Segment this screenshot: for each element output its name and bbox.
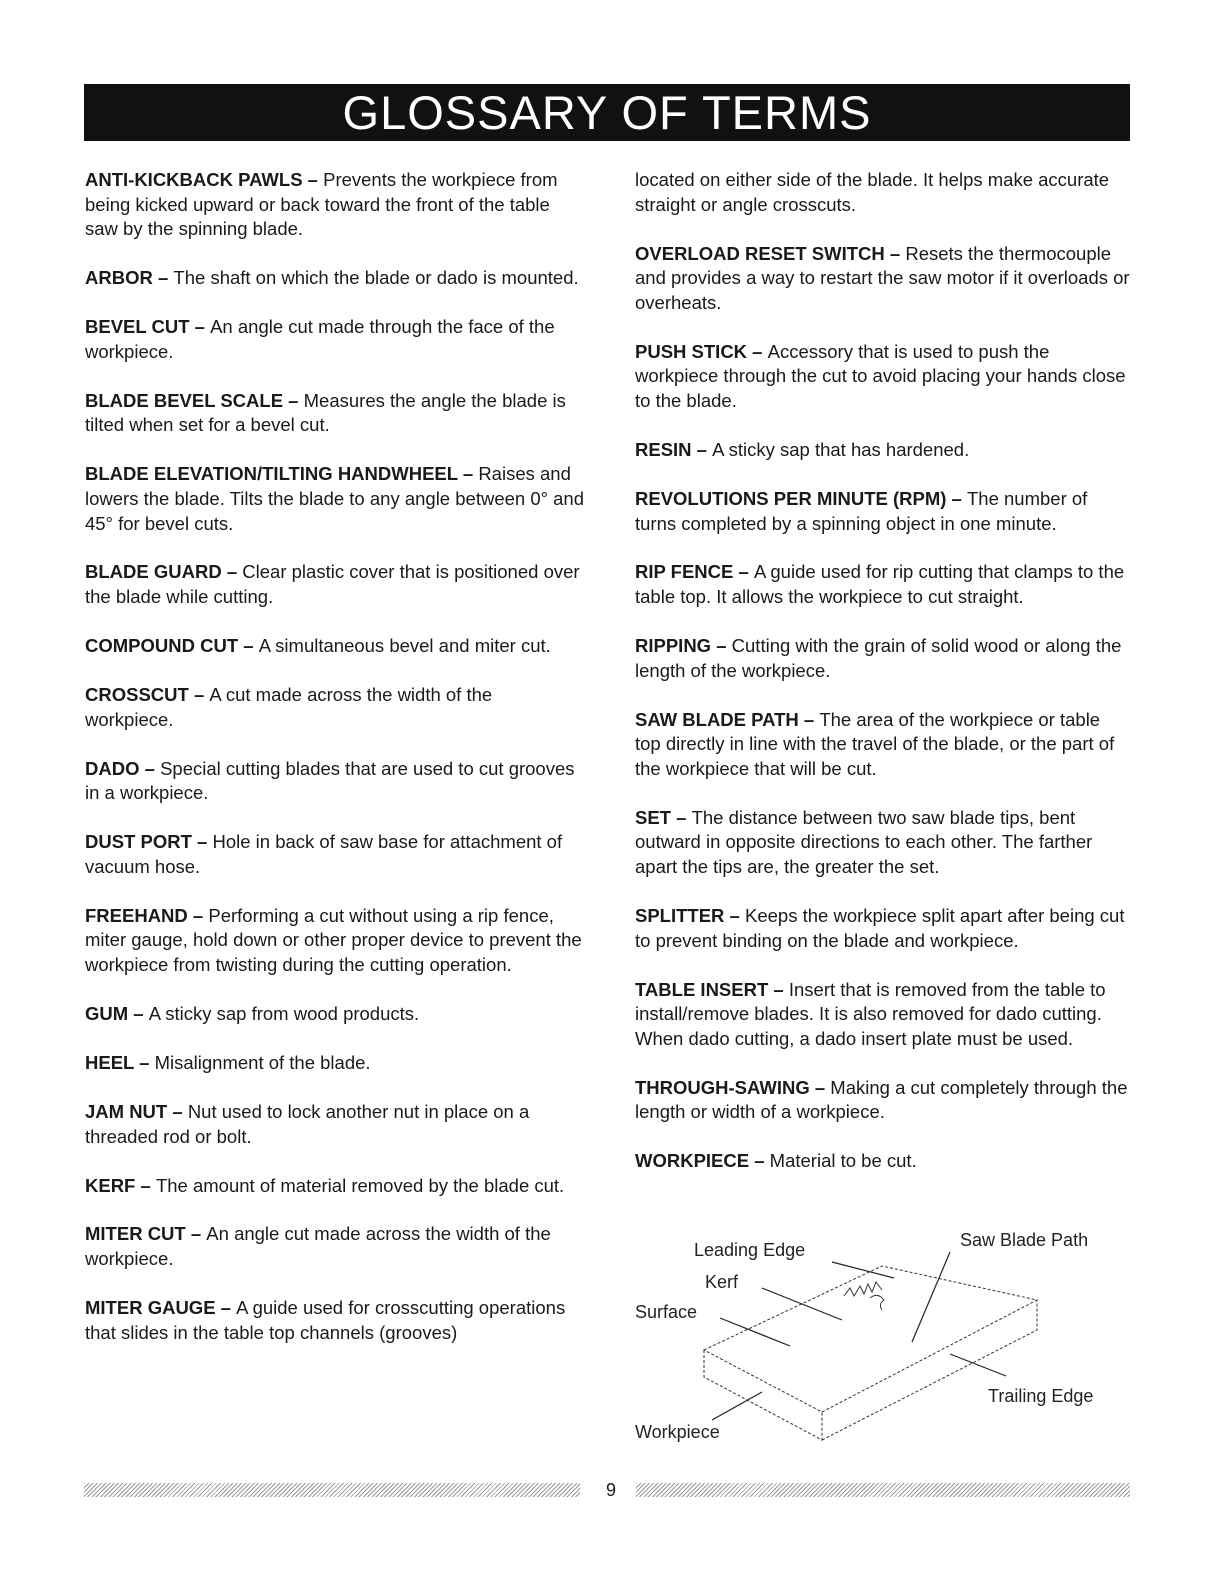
- glossary-term: BLADE ELEVATION/TILTING HANDWHEEL: [85, 463, 458, 485]
- leading-edge-label: Leading Edge: [694, 1240, 806, 1260]
- glossary-entry: PUSH STICK – Accessory that is used to push the workpiece through the cut to avoid placing your hands close to the blade.: [635, 340, 1126, 411]
- glossary-entry: FREEHAND – Performing a cut without using a rip fence, miter gauge, hold down or other proper device to prevent the workpiece from twisting during the cutting operation.: [85, 904, 582, 975]
- glossary-term: PUSH STICK: [635, 340, 748, 362]
- glossary-entry: SAW BLADE PATH – The area of the workpiece or table top directly in line with the travel of the blade, or the part of the workpiece that will be cut.: [635, 708, 1115, 779]
- workpiece-leader: [712, 1392, 762, 1420]
- glossary-entry: KERF – The amount of material removed by the blade cut.: [85, 1174, 565, 1196]
- glossary-term: ANTI-KICKBACK PAWLS: [85, 169, 303, 190]
- surface-label: Surface: [635, 1302, 698, 1322]
- board-side-right: [822, 1300, 1037, 1440]
- glossary-entry: BLADE BEVEL SCALE – Measures the angle the blade is tilted when set for a bevel cut.: [85, 389, 566, 436]
- glossary-entry: CROSSCUT – A cut made across the width of the workpiece.: [85, 684, 493, 730]
- glossary-term: SPLITTER: [635, 904, 725, 926]
- glossary-definition: Resets the thermocouple and provides a way to restart the saw motor if it overloads or overheats.: [635, 242, 1130, 313]
- glossary-entry: HEEL – Misalignment of the blade.: [85, 1051, 371, 1073]
- glossary-term: MITER CUT: [85, 1223, 186, 1245]
- glossary-definition: Performing a cut without using a rip fence, miter gauge, hold down or other proper device to prevent the workpiece from twisting during the cutting operation.: [85, 904, 582, 975]
- glossary-definition: A sticky sap that has hardened.: [712, 438, 970, 460]
- glossary-definition: A sticky sap from wood products.: [148, 1002, 420, 1024]
- glossary-definition: Cutting with the grain of solid wood or along the length of the workpiece.: [635, 635, 1122, 681]
- glossary-term: KERF: [85, 1174, 136, 1196]
- glossary-term: WORKPIECE: [635, 1150, 750, 1172]
- glossary-definition: located on either side of the blade. It helps make accurate straight or angle crosscuts.: [635, 169, 1110, 215]
- glossary-entry: RIPPING – Cutting with the grain of solid wood or along the length of the workpiece.: [635, 635, 1122, 681]
- glossary-term: TABLE INSERT: [635, 978, 769, 1000]
- glossary-definition: Keeps the workpiece split apart after being cut to prevent binding on the blade and workpiece.: [635, 904, 1125, 951]
- glossary-entry: TABLE INSERT – Insert that is removed from the table to install/remove blades. It is also removed for dado cutting. When dado cutting, a dado insert plate must be used.: [635, 978, 1106, 1049]
- glossary-definition: A simultaneous bevel and miter cut.: [258, 635, 551, 657]
- glossary-entry: [635, 168, 1130, 217]
- glossary-term: DUST PORT: [85, 831, 192, 853]
- glossary-definition: Nut used to lock another nut in place on a threaded rod or bolt.: [85, 1100, 530, 1147]
- saw-blade-path-leader: [912, 1252, 950, 1342]
- page-title: GLOSSARY OF TERMS: [84, 84, 1130, 141]
- board-side-left: [704, 1350, 822, 1440]
- leading-edge-leader: [832, 1262, 894, 1278]
- glossary-entry: COMPOUND CUT – A simultaneous bevel and miter cut.: [85, 635, 551, 657]
- glossary-entry: OVERLOAD RESET SWITCH – Resets the thermocouple and provides a way to restart the saw motor if it overloads or overheats.: [635, 242, 1130, 313]
- glossary-definition: A guide used for rip cutting that clamps to the table top. It allows the workpiece to cut straight.: [635, 561, 1125, 608]
- page-footer: [0, 1480, 1224, 1504]
- glossary-term: JAM NUT: [85, 1100, 168, 1122]
- glossary-definition: Measures the angle the blade is tilted when set for a bevel cut.: [85, 389, 566, 436]
- glossary-definition: Misalignment of the blade.: [154, 1051, 371, 1073]
- glossary-entry: SPLITTER – Keeps the workpiece split apart after being cut to prevent binding on the blade and workpiece.: [635, 904, 1125, 951]
- glossary-term: BEVEL CUT: [85, 316, 190, 338]
- glossary-entry: THROUGH-SAWING – Making a cut completely through the length or width of a workpiece.: [635, 1076, 1128, 1123]
- glossary-term: HEEL: [85, 1051, 135, 1073]
- trailing-edge-label: Trailing Edge: [988, 1386, 1094, 1406]
- glossary-term: ARBOR: [85, 267, 153, 289]
- glossary-definition: An angle cut made across the width of the workpiece.: [85, 1223, 551, 1270]
- glossary-definition: Material to be cut.: [769, 1150, 917, 1172]
- saw-blade-path-label: Saw Blade Path: [960, 1230, 1089, 1250]
- kerf-label: Kerf: [705, 1272, 739, 1292]
- glossary-definition: The area of the workpiece or table top directly in line with the travel of the blade, or the part of the workpiece that will be cut.: [635, 708, 1115, 779]
- glossary-definition: A cut made across the width of the workpiece.: [85, 684, 493, 730]
- glossary-definition: The amount of material removed by the blade cut.: [155, 1174, 565, 1196]
- glossary-term: SET: [635, 806, 671, 828]
- glossary-entry: JAM NUT – Nut used to lock another nut in place on a threaded rod or bolt.: [85, 1100, 530, 1147]
- glossary-term: MITER GAUGE: [85, 1297, 216, 1319]
- glossary-entry: DADO – Special cutting blades that are used to cut grooves in a workpiece.: [85, 757, 575, 804]
- glossary-definition: An angle cut made through the face of the workpiece.: [85, 316, 555, 362]
- glossary-term: THROUGH-SAWING: [635, 1076, 810, 1098]
- glossary-entry: SET – The distance between two saw blade tips, bent outward in opposite directions to each other. The farther apart the tips are, the greater the set.: [635, 806, 1093, 877]
- footer-rule-left: [84, 1483, 580, 1497]
- glossary-entry: BLADE GUARD – Clear plastic cover that is positioned over the blade while cutting.: [85, 561, 580, 608]
- glossary-definition: Raises and lowers the blade. Tilts the blade to any angle between 0° and 45° for bevel cuts.: [85, 463, 585, 534]
- glossary-definition: The shaft on which the blade or dado is mounted.: [173, 267, 579, 289]
- glossary-definition: Making a cut completely through the length or width of a workpiece.: [635, 1076, 1128, 1123]
- glossary-entry: BEVEL CUT – An angle cut made through the face of the workpiece.: [85, 316, 555, 362]
- glossary-definition: Special cutting blades that are used to cut grooves in a workpiece.: [85, 757, 575, 804]
- kerf-teeth: [844, 1282, 882, 1296]
- kerf-curl: [870, 1295, 884, 1310]
- glossary-entry: DUST PORT – Hole in back of saw base for attachment of vacuum hose.: [85, 831, 563, 877]
- footer-rule-right: [636, 1483, 1130, 1497]
- glossary-term: SAW BLADE PATH: [635, 708, 799, 730]
- trailing-edge-leader: [950, 1354, 1006, 1376]
- glossary-term: GUM: [85, 1002, 129, 1024]
- glossary-term: BLADE BEVEL SCALE: [85, 389, 284, 411]
- glossary-definition: Prevents the workpiece from being kicked upward or back toward the front of the table saw by the spinning blade.: [85, 169, 558, 240]
- glossary-definition: The number of turns completed by a spinning object in one minute.: [635, 487, 1088, 534]
- glossary-definition: A guide used for crosscutting operations that slides in the table top channels (grooves): [85, 1297, 566, 1343]
- glossary-entry: ANTI-KICKBACK PAWLS – Prevents the workpiece from being kicked upward or back toward the front of the table saw by the spinning blade.: [85, 169, 558, 240]
- glossary-term: OVERLOAD RESET SWITCH: [635, 242, 885, 264]
- glossary-entry: MITER GAUGE – A guide used for crosscutting operations that slides in the table top channels (grooves): [85, 1297, 566, 1343]
- workpiece-label: Workpiece: [635, 1422, 720, 1442]
- glossary-entry: REVOLUTIONS PER MINUTE (RPM) – The number of turns completed by a spinning object in one minute.: [635, 487, 1088, 534]
- glossary-entry: ARBOR – The shaft on which the blade or dado is mounted.: [85, 267, 579, 289]
- kerf-leader: [762, 1288, 842, 1320]
- left-column: [85, 168, 585, 1370]
- workpiece-diagram: [632, 1222, 1132, 1452]
- glossary-term: DADO: [85, 757, 140, 779]
- glossary-definition: The distance between two saw blade tips, bent outward in opposite directions to each other. The farther apart the tips are, the greater the set.: [635, 806, 1093, 877]
- glossary-definition: Clear plastic cover that is positioned over the blade while cutting.: [85, 561, 580, 608]
- glossary-term: COMPOUND CUT: [85, 635, 239, 657]
- glossary-entry: WORKPIECE – Material to be cut.: [635, 1150, 917, 1172]
- glossary-entry: RIP FENCE – A guide used for rip cutting that clamps to the table top. It allows the workpiece to cut straight.: [635, 561, 1125, 608]
- glossary-term: CROSSCUT: [85, 684, 189, 706]
- glossary-definition: Insert that is removed from the table to install/remove blades. It is also removed for dado cutting. When dado cutting, a dado insert plate must be used.: [635, 978, 1106, 1049]
- glossary-definition: Accessory that is used to push the workpiece through the cut to avoid placing your hands close to the blade.: [635, 340, 1126, 411]
- glossary-term: BLADE GUARD: [85, 561, 222, 583]
- right-column: [635, 168, 1130, 1198]
- glossary-entry: RESIN – A sticky sap that has hardened.: [635, 438, 970, 460]
- glossary-term: RIPPING: [635, 635, 712, 657]
- glossary-term: FREEHAND: [85, 904, 188, 926]
- glossary-entry: GUM – A sticky sap from wood products.: [85, 1002, 420, 1024]
- glossary-definition: Hole in back of saw base for attachment of vacuum hose.: [85, 831, 563, 877]
- glossary-term: REVOLUTIONS PER MINUTE (RPM): [635, 487, 947, 509]
- glossary-entry: MITER CUT – An angle cut made across the width of the workpiece.: [85, 1223, 551, 1270]
- page-number: 9: [605, 1480, 616, 1500]
- surface-leader: [720, 1318, 790, 1346]
- glossary-term: RESIN: [635, 438, 692, 460]
- glossary-term: RIP FENCE: [635, 561, 734, 583]
- glossary-entry: BLADE ELEVATION/TILTING HANDWHEEL – Raises and lowers the blade. Tilts the blade to any angle between 0° and 45° for bevel cuts.: [85, 463, 585, 534]
